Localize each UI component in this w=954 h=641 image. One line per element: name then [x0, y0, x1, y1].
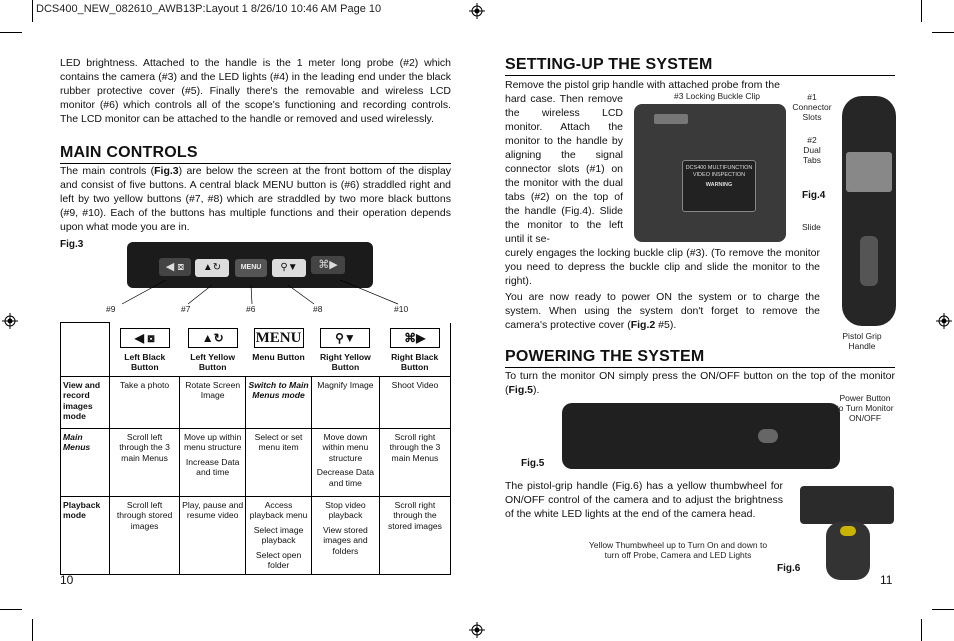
table-header-cell: ▲↻ Left Yellow Button — [180, 323, 246, 377]
setup-paragraph-wide: curely engages the locking buckle clip (#3). (To remove the monitor you need to depress the buckle clip and slide the monitor to the right). — [505, 247, 820, 287]
fig3-label: Fig.3 — [60, 239, 84, 250]
fig3-callout-10: #10 — [394, 304, 409, 314]
crop-mark — [0, 609, 22, 610]
setup-heading: SETTING-UP THE SYSTEM — [505, 56, 895, 76]
table-cell: Take a photo — [110, 376, 180, 428]
grip-mount — [846, 152, 892, 192]
fig3-button-right-black: ⌘▶ — [311, 256, 345, 274]
fig4-callout-slide: Slide — [802, 222, 821, 232]
intro-paragraph: LED brightness. Attached to the handle is the 1 meter long probe (#2) which contains the camera (#3) and the LED lights (#4) in the leading end under the black rubber protective cover (#5). Finally there's the removable and wireless LCD monitor (#6) which controls all of the scope's functioning and recording controls. The LCD monitor can be attached to the handle or removed and used wirelessly. — [60, 57, 451, 125]
table-header-cell: ⚲▼ Right Yellow Button — [311, 323, 379, 377]
table-cell: Scroll left through the 3 main Menus — [110, 428, 180, 496]
monitor-label-panel: DCS400 MULTIFUNCTION VIDEO INSPECTION WARNING — [682, 160, 756, 212]
grip-stripe — [860, 236, 878, 286]
fig6-callout: Yellow Thumbwheel up to Turn On and down to turn off Probe, Camera and LED Lights — [588, 540, 768, 560]
fig4-callout-connector: #1 Connector Slots — [792, 92, 832, 122]
crop-mark — [932, 609, 954, 610]
fig5-callout: Power Button to Turn Monitor ON/OFF — [836, 393, 894, 423]
page-number-left: 10 — [60, 573, 74, 587]
fig4-pistol-grip-photo — [842, 96, 896, 326]
fig3-callout-7: #7 — [181, 304, 191, 314]
fig3-button-menu: MENU — [235, 259, 267, 277]
crop-mark — [921, 0, 922, 22]
fig4-callout-grip: Pistol Grip Handle — [842, 331, 882, 351]
crop-mark — [32, 619, 33, 641]
fig3-button-left-yellow: ▲↻ — [195, 259, 229, 277]
row-head: Main Menus — [61, 428, 110, 496]
table-cell: Rotate Screen Image — [180, 376, 246, 428]
table-header-row — [61, 323, 451, 377]
menu-icon: MENU — [254, 328, 304, 348]
fig4-callout-tabs: #2 Dual Tabs — [803, 135, 821, 165]
row-head: Playback mode — [61, 496, 110, 574]
video-right-arrow-icon: ⌘▶ — [390, 328, 440, 348]
main-controls-heading: MAIN CONTROLS — [60, 144, 451, 164]
thumbwheel-icon — [840, 526, 856, 536]
registration-mark-icon — [469, 622, 485, 638]
registration-mark-icon — [469, 3, 485, 19]
table-row — [61, 376, 451, 428]
fig3-leader-lines — [100, 280, 430, 310]
monitor-clip — [654, 114, 688, 124]
table-cell: Access playback menu Select image playback Select open folder — [246, 496, 312, 574]
page-number-right: 11 — [880, 573, 893, 587]
power-heading: POWERING THE SYSTEM — [505, 348, 895, 368]
fig6-label: Fig.6 — [777, 563, 801, 574]
controls-table — [60, 322, 451, 575]
fig3-callout-9: #9 — [106, 304, 116, 314]
crop-mark — [0, 32, 22, 33]
magnify-down-icon: ⚲▼ — [320, 328, 370, 348]
table-cell: Scroll right through the 3 main Menus — [379, 428, 450, 496]
table-corner — [61, 323, 110, 377]
print-slug: DCS400_NEW_082610_AWB13P:Layout 1 8/26/10 10:46 AM Page 10 — [36, 3, 382, 15]
fig5-label: Fig.5 — [521, 458, 545, 469]
table-cell: Play, pause and resume video — [180, 496, 246, 574]
table-row — [61, 496, 451, 574]
fig3-button-right-yellow: ⚲▼ — [272, 259, 306, 277]
power-button-icon — [758, 429, 778, 443]
registration-mark-icon — [2, 313, 18, 329]
table-row — [61, 428, 451, 496]
table-cell: Scroll right through the stored images — [379, 496, 450, 574]
table-cell: Move down within menu structure Decrease Data and time — [311, 428, 379, 496]
fig4-monitor-photo — [634, 104, 786, 242]
main-controls-paragraph: The main controls (Fig.3) are below the screen at the front bottom of the display and consist of five buttons. A central black MENU button is (#6) straddled right and left by two yellow buttons (#7, #8) which are straddled by two more black buttons (#9, #10). Each of the buttons has multiple functions and their operation depends upon what mode you are in. — [60, 165, 451, 233]
fig6-handle-grip — [826, 522, 870, 580]
registration-mark-icon — [936, 313, 952, 329]
table-header-cell: ◀ ⧇ Left Black Button — [110, 323, 180, 377]
setup-paragraph-2: You are now ready to power ON the system or to charge the system. When using the system don't forget to remove the camera's protective cover (Fig.2 #5). — [505, 291, 820, 331]
table-cell: Scroll left through stored images — [110, 496, 180, 574]
table-cell: Magnify Image — [311, 376, 379, 428]
setup-paragraph-narrow: hard case. Then remove the wireless LCD monitor. Attach the monitor to the handle by aligning the signal connector slots (#1) on the monitor with the dual tabs (#2) on the top of the handle (Fig.4). Slide the monitor to the left until it se- — [505, 93, 623, 245]
fig3-callout-8: #8 — [313, 304, 323, 314]
power-paragraph: To turn the monitor ON simply press the ON/OFF button on the top of the monitor (Fig.5). — [505, 370, 895, 396]
pistol-grip-paragraph: The pistol-grip handle (Fig.6) has a yellow thumbwheel for ON/OFF control of the camera and to adjust the brightness of the white LED lights at the end of the camera head. — [505, 480, 783, 520]
table-header-cell: ⌘▶ Right Black Button — [379, 323, 450, 377]
fig3-button-left-black: ◀ ⧇ — [159, 258, 191, 276]
fig6-handle-photo — [800, 486, 894, 524]
up-rotate-icon: ▲↻ — [188, 328, 238, 348]
table-cell: Shoot Video — [379, 376, 450, 428]
table-cell: Stop video playback View stored images and folders — [311, 496, 379, 574]
left-arrow-camera-icon: ◀ ⧇ — [120, 328, 170, 348]
table-cell: Move up within menu structure Increase Data and time — [180, 428, 246, 496]
fig4-label: Fig.4 — [802, 190, 826, 201]
crop-mark — [32, 0, 33, 22]
table-cell: Select or set menu item — [246, 428, 312, 496]
table-header-cell: MENU Menu Button — [252, 329, 305, 362]
table-cell: Switch to Main Menus mode — [246, 376, 312, 428]
crop-mark — [921, 619, 922, 641]
fig5-monitor-top-photo — [562, 403, 840, 469]
fig3-callout-6: #6 — [246, 304, 256, 314]
setup-paragraph-top: Remove the pistol grip handle with attached probe from the — [505, 79, 780, 91]
fig4-callout-buckle: #3 Locking Buckle Clip — [674, 91, 760, 101]
crop-mark — [932, 32, 954, 33]
row-head: View and record images mode — [61, 376, 110, 428]
